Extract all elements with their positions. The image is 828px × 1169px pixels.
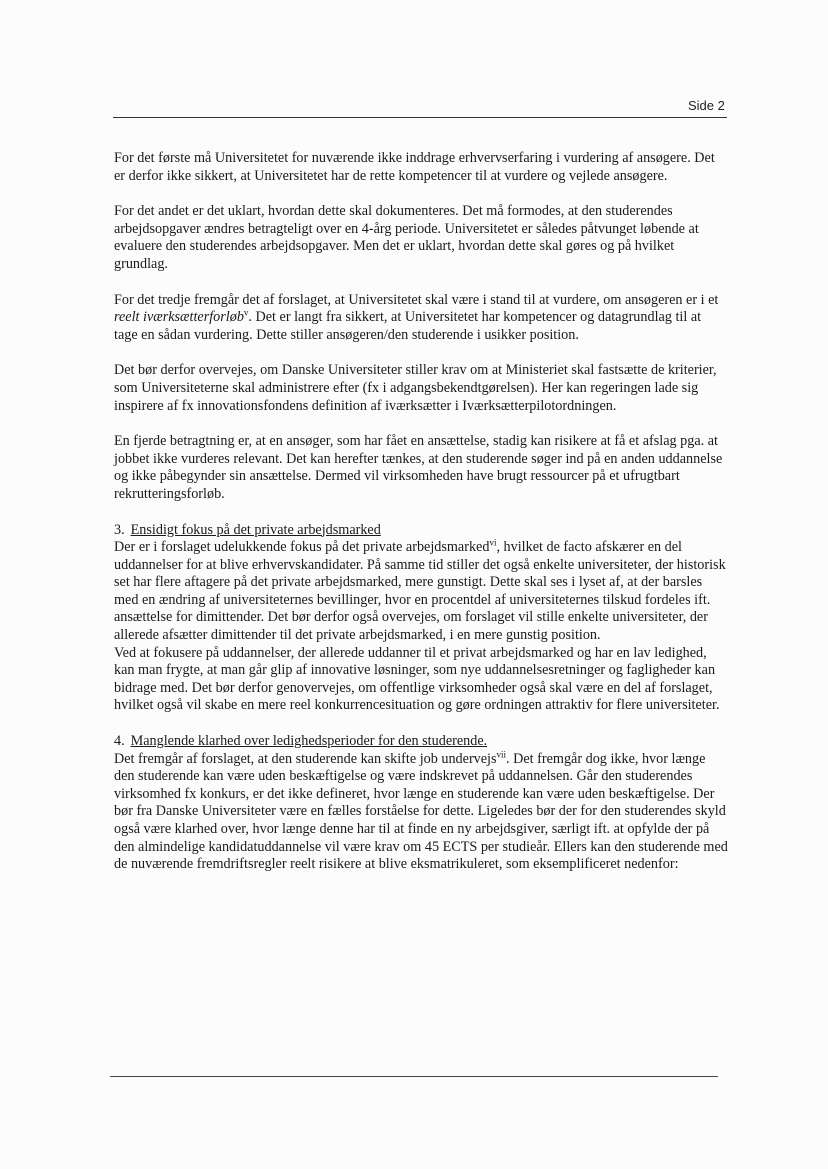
section-4-title: Manglende klarhed over ledighedsperioder for den studerende. — [130, 733, 488, 750]
section-4-number: 4. — [114, 733, 125, 750]
section-4-p1-text-a: Det fremgår af forslaget, at den studerende kan skifte job undervejs — [114, 750, 497, 767]
section-3-p1-text-b: , hvilket de facto afskærer en del uddannelser for at blive erhvervskandidater. På samme tid stiller det også enkelte universiteter, der historisk set har flere aftagere på det private arbejdsmarked, mere gunstigt. Dette skal ses i lyset af, at der barsles med en ændring af universiteternes bevillinger, hvor en procentdel af universiteternes tilskud fordeles ift. ansættelse for dimittender. Det bør derfor også overvejes, om forslaget vil stille enkelte universiteter, der allerede afsætter dimittender til det private arbejdsmarked, i en mere gunstig position. — [114, 539, 726, 644]
section-4-heading — [114, 733, 728, 751]
footnote-ref-vii: vii — [496, 748, 507, 759]
section-4-p1-text-b: . Det fremgår dog ikke, hvor længe den studerende kan være uden beskæftigelse og være indskrevet på uddannelsen. Går den studerendes virksomhed fx konkurs, er det ikke defineret, hvor længe en studerende kan være uden beskæftigelse. Der bør fra Danske Universiteter være en fælles forståelse for dette. Ligeledes bør der for den studerendes skyld også være klarhed over, hvor længe denne har til at finde en ny arbejdsgiver, særligt ift. at opfylde der på den almindelige kandidatuddannelse vil være krav om 45 ECTS per studieår. Ellers kan den studerende med de nuværende fremdriftsregler reelt risikere at blive eksmatrikuleret, som eksemplificeret nedenfor: — [114, 750, 728, 873]
page-number: Side 2 — [688, 98, 725, 113]
section-3-p1-text-a: Der er i forslaget udelukkende fokus på det private arbejdsmarked — [114, 539, 490, 556]
footnote-ref-v: v — [243, 307, 249, 318]
paragraph-4: Det bør derfor overvejes, om Danske Universiteter stiller krav om at Ministeriet skal fastsætte de kriterier, som Universiteterne skal administrere efter (fx i adgangsbekendtgørelsen). Her kan regeringen lade sig inspirere af fx innovationsfondens definition af iværksætter i Iværksætterpilotordningen. — [114, 362, 717, 414]
paragraph-5: En fjerde betragtning er, at en ansøger, som har fået en ansættelse, stadig kan risikere at få et afslag pga. at jobbet ikke vurderes relevant. Det kan herefter tænkes, at den studerende søger ind på en anden uddannelse og ikke påbegynder sin ansættelse. Dermed vil virksomheden have brugt ressourcer på et ufrugtbart rekrutteringsforløb. — [114, 433, 723, 502]
section-3-heading — [114, 522, 728, 540]
header-rule — [113, 117, 727, 118]
footnote-ref-vi: vi — [489, 537, 497, 548]
section-3-title: Ensidigt fokus på det private arbejdsmarked — [130, 521, 381, 538]
paragraph-1: For det første må Universitetet for nuværende ikke inddrage erhvervserfaring i vurdering af ansøgere. Det er derfor ikke sikkert, at Universitetet har de rette kompetencer til at vurdere og vejlede ansøgere. — [114, 150, 715, 184]
section-3-paragraph-1 — [114, 539, 728, 645]
section-3-paragraph-2: Ved at fokusere på uddannelser, der allerede uddanner til et privat arbejdsmarked og har en lav ledighed, kan man frygte, at man går glip af innovative løsninger, som nye uddannelsesretninger og fagligheder kan bidrage med. Det bør derfor genovervejes, om offentlige virksomheder også skal være en del af forslaget, hvilket også vil skabe en mere reel konkurrencesituation og gøre ordningen attraktiv for flere universiteter. — [114, 644, 720, 714]
paragraph-2: For det andet er det uklart, hvordan dette skal dokumenteres. Det må formodes, at den studerendes arbejdsopgaver ændres betragteligt over en 4-årg periode. Universitetet er således påtvunget løbende at evaluere den studerendes arbejdsopgaver. Men det er uklart, hvordan dette skal gøres og på hvilket grundlag. — [114, 203, 699, 272]
paragraph-3-text-b: . Det er langt fra sikkert, at Universitetet har kompetencer og datagrundlag til at tage en sådan vurdering. Dette stiller ansøgeren/den studerende i usikker position. — [114, 309, 702, 343]
paragraph-3 — [114, 292, 728, 345]
paragraph-3-text-a: For det tredje fremgår det af forslaget, at Universitetet skal være i stand til at vurdere, om ansøgeren er i et — [114, 291, 719, 308]
footnote-separator-rule — [110, 1076, 718, 1077]
paragraph-3-emphasis: reelt iværksætterforløb — [114, 309, 244, 326]
section-3-number: 3. — [114, 521, 125, 538]
section-4-paragraph-1 — [114, 748, 728, 874]
document-body — [114, 150, 728, 874]
